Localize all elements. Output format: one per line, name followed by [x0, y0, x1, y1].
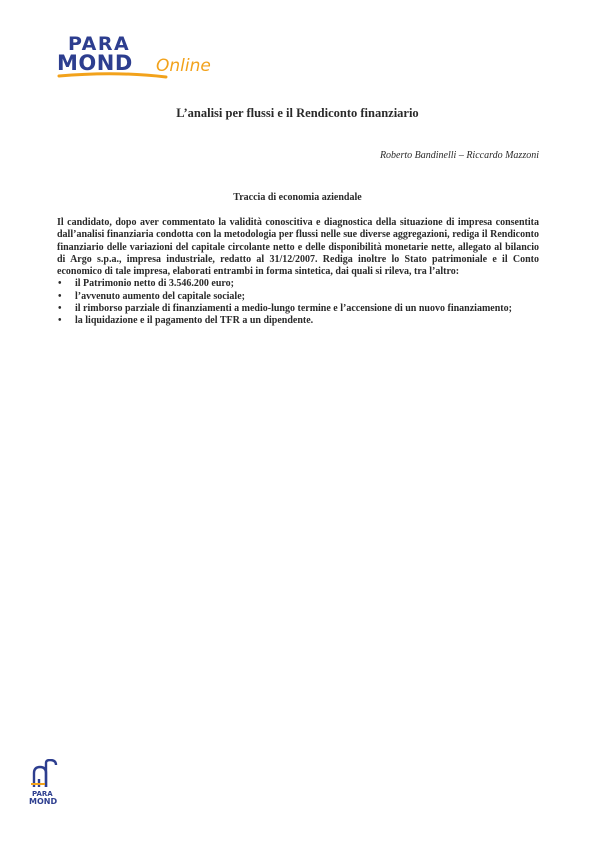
bullet-item-tfr: • la liquidazione e il pagamento del TFR a un dipendente. [57, 315, 539, 327]
intro-paragraph: Il candidato, dopo aver commentato la validità conoscitiva e diagnostica della situazione di impresa consentita dall’analisi finanziaria condotta con la metodologia per flussi nelle sue diverse aggregazioni, rediga il Rendiconto finanziario delle variazioni del capitale circolante netto e delle disponibilità monetarie nette, allegato al bilancio di Argo s.p.a., impresa industriale, redatto al 31/12/2007. Rediga inoltre lo Stato patrimoniale e il Conto economico di tale impresa, elaborati entrambi in forma sintetica, dai quali si rileva, tra l’altro: [57, 217, 539, 278]
bullet-item-capitale: • l’avvenuto aumento del capitale sociale; [57, 291, 539, 303]
logo-line1: PARA [68, 33, 131, 55]
bullet-item-finanziamenti: • il rimborso parziale di finanziamenti a medio-lungo termine e l’accensione di un nuovo finanziamento; [57, 303, 539, 315]
document-subtitle: Traccia di economia aziendale [233, 192, 362, 203]
logo-online-suffix: Online [156, 56, 211, 76]
footer-mark-stem [46, 760, 56, 787]
footer-logo-line2: MOND [29, 797, 58, 806]
bullet-item-patrimonio: • il Patrimonio netto di 3.546.200 euro; [57, 278, 539, 290]
footer-logo-line1: PARA [32, 790, 53, 798]
logo-line2: MOND [57, 51, 133, 75]
document-body [57, 217, 539, 328]
paramond-logo-graphic [56, 33, 236, 81]
document-authors: Roberto Bandinelli – Riccardo Mazzoni [379, 150, 539, 161]
footer-mark-accent [31, 783, 45, 785]
paramond-online-logo [56, 33, 236, 81]
document-title: L’analisi per flussi e il Rendiconto finanziario [176, 106, 419, 120]
paramond-footer-graphic [28, 759, 64, 807]
paramond-footer-logo [28, 759, 64, 807]
bullet-list [57, 278, 539, 327]
